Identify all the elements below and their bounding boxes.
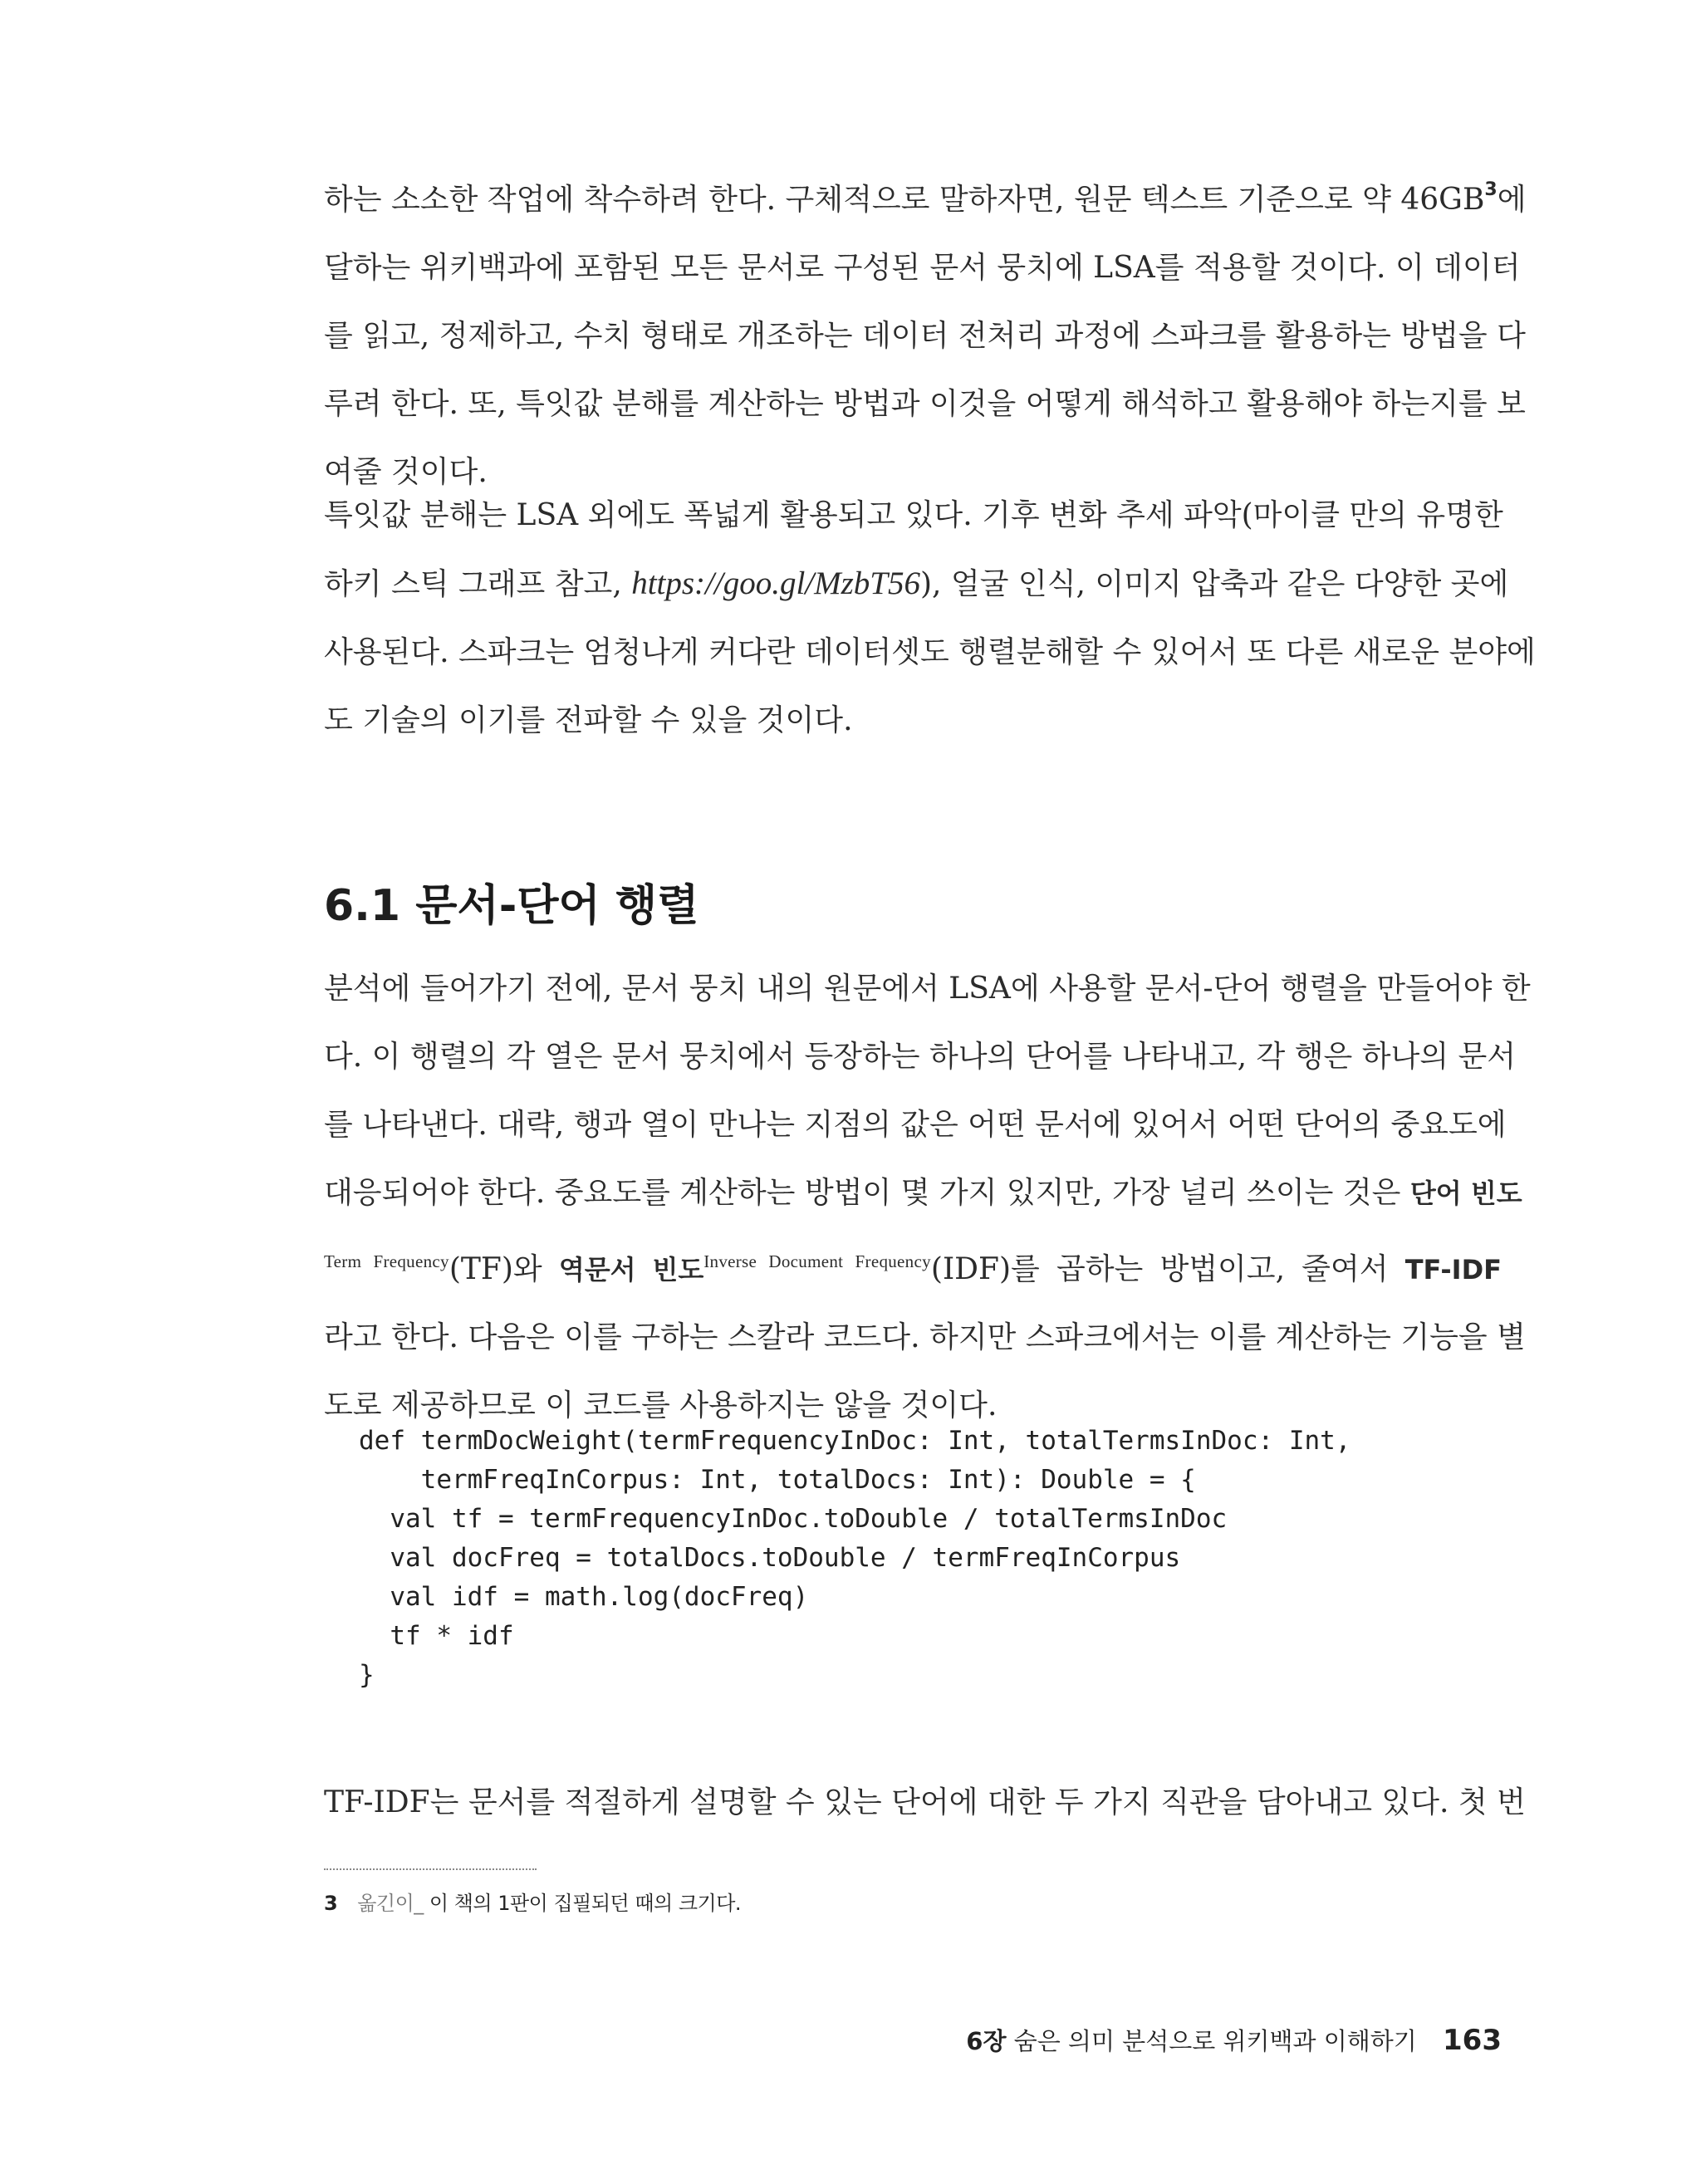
section-paragraph: [324, 955, 1531, 1440]
s-line-5: $^{Term Frequency}$(TF)와 역문서 빈도$^{Inverse Document Frequency}$(IDF)를 곱하는 방법이고, 줄여서 TF-IDF: [324, 1251, 1502, 1286]
footer-chapter: 6장: [966, 2027, 1007, 2055]
code-line: def termDocWeight(termFrequencyInDoc: Int, totalTermsInDoc: Int,: [359, 1426, 1351, 1456]
page-footer: [966, 2023, 1502, 2057]
code-line: tf * idf: [359, 1621, 514, 1651]
s-line-6: 라고 한다. 다음은 이를 구하는 스칼라 코드다. 하지만 스파크에서는 이를 계산하는 기능을 별: [324, 1320, 1526, 1354]
intro-paragraph-2: [324, 482, 1536, 755]
code-line: val docFreq = totalDocs.toDouble / termFreqInCorpus: [359, 1543, 1181, 1573]
s-line-4: 대응되어야 한다. 중요도를 계산하는 방법이 몇 가지 있지만, 가장 널리 쓰이는 것은 단어 빈도: [324, 1176, 1522, 1210]
term-tf-ko: 단어 빈도: [1409, 1178, 1522, 1209]
section-heading: [324, 870, 699, 933]
p2-line-1: 특잇값 분해는 LSA 외에도 폭넓게 활용되고 있다. 기후 변화 추세 파악(마이클 만의 유명한: [324, 498, 1503, 532]
term-tfidf: TF-IDF: [1404, 1254, 1502, 1285]
code-line: }: [359, 1660, 375, 1690]
page-number: 163: [1443, 2024, 1502, 2057]
term-idf-en: Inverse Document Frequency: [703, 1251, 931, 1271]
p1-line-1: 하는 소소한 작업에 착수하려 한다. 구체적으로 말하자면, 원문 텍스트 기준으로 약 46GB$^3$에: [324, 179, 1527, 217]
code-block: [359, 1422, 1351, 1695]
footnote-number: 3: [324, 1892, 338, 1915]
code-line: val tf = termFrequencyInDoc.toDouble / totalTermsInDoc: [359, 1504, 1228, 1534]
footer-title: 숨은 의미 분석으로 위키백과 이해하기: [1013, 2027, 1417, 2055]
footnote: [324, 1887, 741, 1916]
p2-line-2: 하키 스틱 그래프 참고, https://goo.gl/MzbT56), 얼굴 인식, 이미지 압축과 같은 다양한 곳에: [324, 566, 1509, 601]
s-line-1: 분석에 들어가기 전에, 문서 뭉치 내의 원문에서 LSA에 사용할 문서-단어 행렬을 만들어야 한: [324, 972, 1531, 1006]
p1-line-2: 달하는 위키백과에 포함된 모든 문서로 구성된 문서 뭉치에 LSA를 적용할 것이다. 이 데이터: [324, 251, 1521, 285]
footnote-ref[interactable]: 3: [1484, 179, 1498, 200]
hockey-stick-link[interactable]: https://goo.gl/MzbT56: [631, 566, 920, 601]
code-line: termFreqInCorpus: Int, totalDocs: Int): Double = {: [359, 1465, 1196, 1495]
intro-paragraph-1: [324, 159, 1527, 507]
s-line-2: 다. 이 행렬의 각 열은 문서 뭉치에서 등장하는 하나의 단어를 나타내고, 각 행은 하나의 문서: [324, 1040, 1517, 1074]
p1-line-3: 를 읽고, 정제하고, 수치 형태로 개조하는 데이터 전처리 과정에 스파크를 활용하는 방법을 다: [324, 319, 1526, 353]
code-line: val idf = math.log(docFreq): [359, 1582, 809, 1612]
s-line-7: 도로 제공하므로 이 코드를 사용하지는 않을 것이다.: [324, 1388, 998, 1423]
s-line-3: 를 나타낸다. 대략, 행과 열이 만나는 지점의 값은 어떤 문서에 있어서 어떤 단어의 중요도에: [324, 1108, 1507, 1142]
footnote-label: 옮긴이_: [357, 1892, 424, 1915]
p2-line-4: 도 기술의 이기를 전파할 수 있을 것이다.: [324, 703, 853, 737]
after-code-paragraph: [324, 1769, 1526, 1837]
term-tf-en: Term Frequency: [324, 1251, 449, 1271]
section-title: 문서-단어 행렬: [415, 881, 699, 931]
footnote-divider: [324, 1868, 537, 1870]
p2-line-3: 사용된다. 스파크는 엄청나게 커다란 데이터셋도 행렬분해할 수 있어서 또 다른 새로운 분야에: [324, 635, 1536, 669]
p1-line-4: 루려 한다. 또, 특잇값 분해를 계산하는 방법과 이것을 어떻게 해석하고 활용해야 하는지를 보: [324, 387, 1526, 421]
term-idf-ko: 역문서 빈도: [558, 1254, 704, 1285]
footnote-text: 이 책의 1판이 집필되던 때의 크기다.: [429, 1892, 742, 1915]
after-code-line: TF-IDF는 문서를 적절하게 설명할 수 있는 단어에 대한 두 가지 직관을 담아내고 있다. 첫 번: [324, 1785, 1526, 1819]
section-number: 6.1: [324, 881, 401, 931]
p1-line-5: 여줄 것이다.: [324, 455, 488, 489]
